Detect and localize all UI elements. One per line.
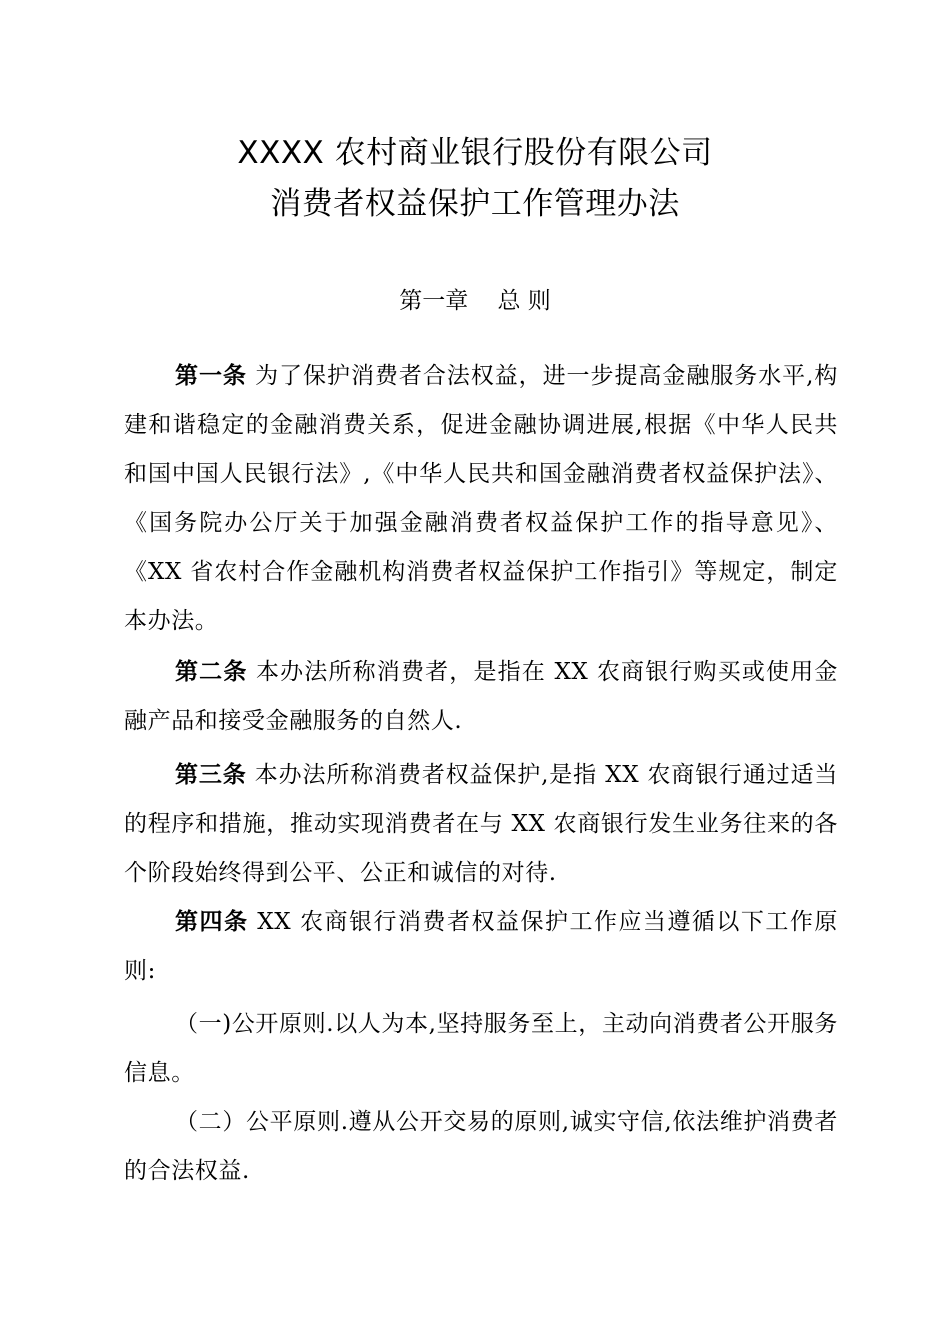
paragraph-article-2 — [124, 648, 838, 746]
chapter-heading: 第一章 总 则 — [399, 288, 551, 314]
article-number: 第一条 — [175, 363, 247, 389]
article-text: 本办法所称消费者，是指在 XX 农商银行购买或使用金融产品和接受金融服务的自然人. — [124, 659, 838, 734]
paragraph-principle-2 — [124, 1098, 838, 1196]
principle-text: （二）公平原则.遵从公开交易的原则,诚实守信,依法维护消费者的合法权益. — [124, 1109, 838, 1184]
article-number: 第三条 — [175, 762, 247, 788]
article-text: 本办法所称消费者权益保护,是指 XX 农商银行通过适当的程序和措施，推动实现消费者在与 XX 农商银行发生业务往来的各个阶段始终得到公平、公正和诚信的对待. — [124, 762, 838, 886]
paragraph-article-3 — [124, 751, 838, 898]
paragraph-article-4 — [124, 898, 838, 996]
document-title-line-1: XXXX 农村商业银行股份有限公司 — [237, 135, 713, 171]
article-number: 第四条 — [175, 909, 249, 935]
document-title-line-2: 消费者权益保护工作管理办法 — [270, 186, 680, 222]
article-text: 为了保护消费者合法权益，进一步提高金融服务水平,构建和谐稳定的金融消费关系，促进金融协调进展,根据《中华人民共和国中国人民银行法》,《中华人民共和国金融消费者权益保护法》、《国务院办公厅关于加强金融消费者权益保护工作的指导意见》、《XX 省农村合作金融机构消费者权益保护工作指引》等规定，制定本办法。 — [124, 363, 838, 634]
paragraph-article-1 — [124, 352, 838, 646]
article-text: XX 农商银行消费者权益保护工作应当遵循以下工作原则: — [124, 909, 838, 984]
article-number: 第二条 — [175, 659, 248, 685]
principle-text: （一)公开原则.以人为本,坚持服务至上，主动向消费者公开服务信息。 — [124, 1011, 838, 1086]
paragraph-principle-1 — [124, 1000, 838, 1098]
